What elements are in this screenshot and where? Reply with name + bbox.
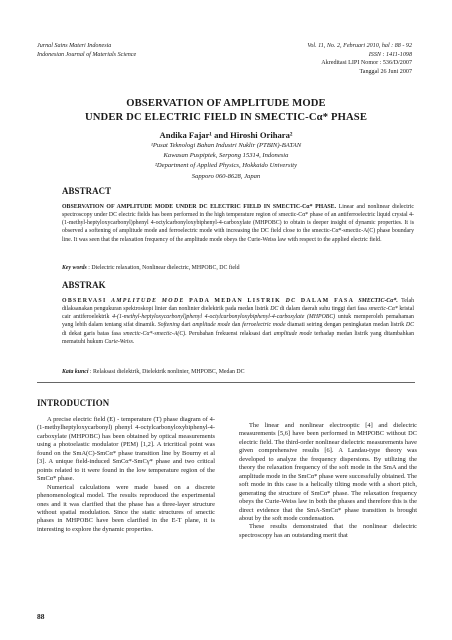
abstract-body [62,203,414,244]
abstrak-lead-part: DALAM FASA [296,298,359,304]
issue-header [307,42,412,76]
affiliations [40,141,412,182]
abstrak-text: kristal cair antiferoelektrik [62,306,414,321]
abstrak-text: 4-(1-methyl-heptyloxycarbonyl)phenyl 4-octylcarbonyloxybiphenyl-4-carboxylate (MHPOBC) [112,314,336,321]
abstrak-text: Telah dilaksanakan pengukuran spektroskopi linier dan nonlinier dielektrik pada medan listrik [62,298,415,313]
affiliation-line: ²Department of Applied Physics, Hokkaido University [154,162,298,170]
abstrak-text: Curie-Weiss. [104,338,135,345]
abstract-text: Linear and nonlinear dielectric spectroscopy under DC electric fields has been performed in the high temperature region of smectic-Cα* phase of an antiferroelectric liquid crystal 4-(1-methyl-heptyloxycarbonyl)phenyl 4-octylcarbonyloxybiphenyl-4-carboxylate (MHPOBC) to obtain is deeper insight of dynamic properties. It is observed a softening of amplitude mode and ferroelectric mode with increasing the DC field close to the smectic-Cα*-smectic-A(C) phase boundary line. It was seen that the relaxation frequency of the amplitude mode obeys the Curie-Weiss law with respect to the applied electric field. [62,204,414,243]
keywords [62,264,414,272]
abstrak-text: diamati seiring dengan peningkatan medan listrik [285,322,406,329]
abstract-heading: ABSTRACT [62,186,112,196]
abstrak-text: dari [179,322,193,329]
abstrak-text: Perubahan frekuensi relaksasi dari [186,330,274,337]
abstrak-heading: ABSTRAK [62,280,106,290]
journal-header [37,42,136,59]
abstrak-text: Softening [157,322,180,329]
abstrak-lead-part: OBSERVASI [62,298,112,304]
paragraph: The linear and nonlinear electrooptic [4] and dielectric measurements [5,6] have been performed in MHPOBC without DC electric field. The third-order nonlinear dielectric measurements have given comprehensive results [6]. A Landau-type theory was developed to analyze the frequency dispersions. By utilizing the theory the relaxation frequency of the soft mode in the SmA and the amplitude mode in the SmCα* phase were successfully obtained. The soft mode in this case is a helically tilting mode with a short pitch, generating the structure of SmCα* phase. The relaxation frequency obeys the Curie-Weiss law in both the phases and therefore this is the direct evidence that the SmA-SmCα* phase transition is brought about by the soft mode condensation. [239,422,417,522]
abstrak-lead [62,298,358,304]
volume-info: Vol. 11, No. 2, Februari 2010, hal : 88 - 92 [307,43,412,49]
abstract-lead: OBSERVATION OF AMPLITUDE MODE UNDER DC ELECTRIC FIELD IN SMECTIC-Cα* PHASE. [62,204,337,210]
right-column [239,422,417,540]
abstrak-text: di dalam daerah suhu tinggi dari fasa [278,306,369,313]
left-column [37,416,215,534]
abstrak-text: dan [230,322,243,329]
kata-kunci [62,368,414,376]
authors: Andika Fajar¹ and Hiroshi Orihara² [159,130,293,140]
abstrak-body [62,297,414,346]
issn: ISSN : 1411-1098 [368,51,412,58]
abstrak-text: smectic-Cα*-smectic-A(C). [123,330,187,337]
abstrak-lead-part: AMPLITUDE MODE [111,298,185,304]
paper-title [40,97,412,124]
accreditation: Akreditasi LIPI Nomor : 536/D/2007 [321,60,412,67]
abstrak-lead-part: PADA MEDAN LISTRIK [184,298,286,304]
abstrak-text: untuk memperoleh pemahaman yang lebih dalam tentang sifat dinamik. [62,314,414,329]
title-line-2: UNDER DC ELECTRIC FIELD IN SMECTIC-Cα* PHASE [84,111,368,123]
introduction-heading: INTRODUCTION [37,398,110,408]
abstrak-text: amplitude mode [273,330,313,337]
abstrak-text: di dekat garis batas fasa [62,330,124,337]
keywords-text: : Dielectric relaxation, Nonlinear dielectric, MHPOBC, DC field [86,265,240,271]
section-divider [37,382,415,383]
affiliation-line: Sapporo 060-8628, Japan [191,172,261,180]
abstrak-text: terhadap medan listrik yang ditambahkan mematuhi hukum [62,330,415,345]
abstrak-text: smectic-Cα* [368,306,398,313]
affiliation-line: ¹Pusat Teknologi Bahan Industri Nuklir (PTBIN)-BATAN [150,142,302,149]
keywords-label: Key words [62,265,87,271]
paragraph: A precise electric field (E) - temperature (T) phase diagram of 4-(1-methylheptyloxycarbonyl) phenyl 4-octylcarbonyloxybiphenyl-4-carboxylate (MHPOBC) has been obtained by optical measurements using a photoelastic modulator (PEM) [1,2]. A tricritical point was found on the SmA(C)-SmCα* phase transition line by Bourny et al [3]. A unique field-induced SmCα*-SmCγ* phase and two critical points related to it were found in the low temperature region of the SmCα* phase. [37,416,215,483]
abstrak-text: amplitude mode [192,322,231,329]
affiliation-line: Kawasan Puspiptek, Serpong 15314, Indonesia [163,152,289,160]
journal-name-id: Jurnal Sains Materi Indonesia [37,43,112,49]
page-number: 88 [37,612,45,621]
journal-name-en: Indonesian Journal of Materials Science [37,51,137,58]
abstrak-lead-part: SMECTIC-Cα*. [358,298,398,304]
title-line-1: OBSERVATION OF AMPLITUDE MODE [126,98,326,109]
abstrak-text: DC [405,322,415,329]
kata-kunci-label: Kata kunci [62,369,89,375]
abstrak-text: ferroelectric mode [242,322,286,329]
accreditation-date: Tanggal 26 Juni 2007 [359,68,412,75]
paragraph: These results demonstrated that the nonlinear dielectric spectroscopy has an outstanding merit that [239,523,417,539]
abstrak-lead-part: DC [285,298,297,304]
kata-kunci-text: : Relaksasi dielektrik, Dielektrik nonlinier, MHPOBC, Medan DC [88,369,245,375]
paragraph: Numerical calculations were made based on a discrete phenomenological model. The results reproduced the experimental ones and it was clarified that the phase has a three-layer structure without spatial modulation. Since the static structures of smectic phases in MHPOBC have been clarified in the E-T plane, it is interesting to explore the dynamic properties. [37,483,215,533]
abstrak-text: DC [270,306,279,313]
